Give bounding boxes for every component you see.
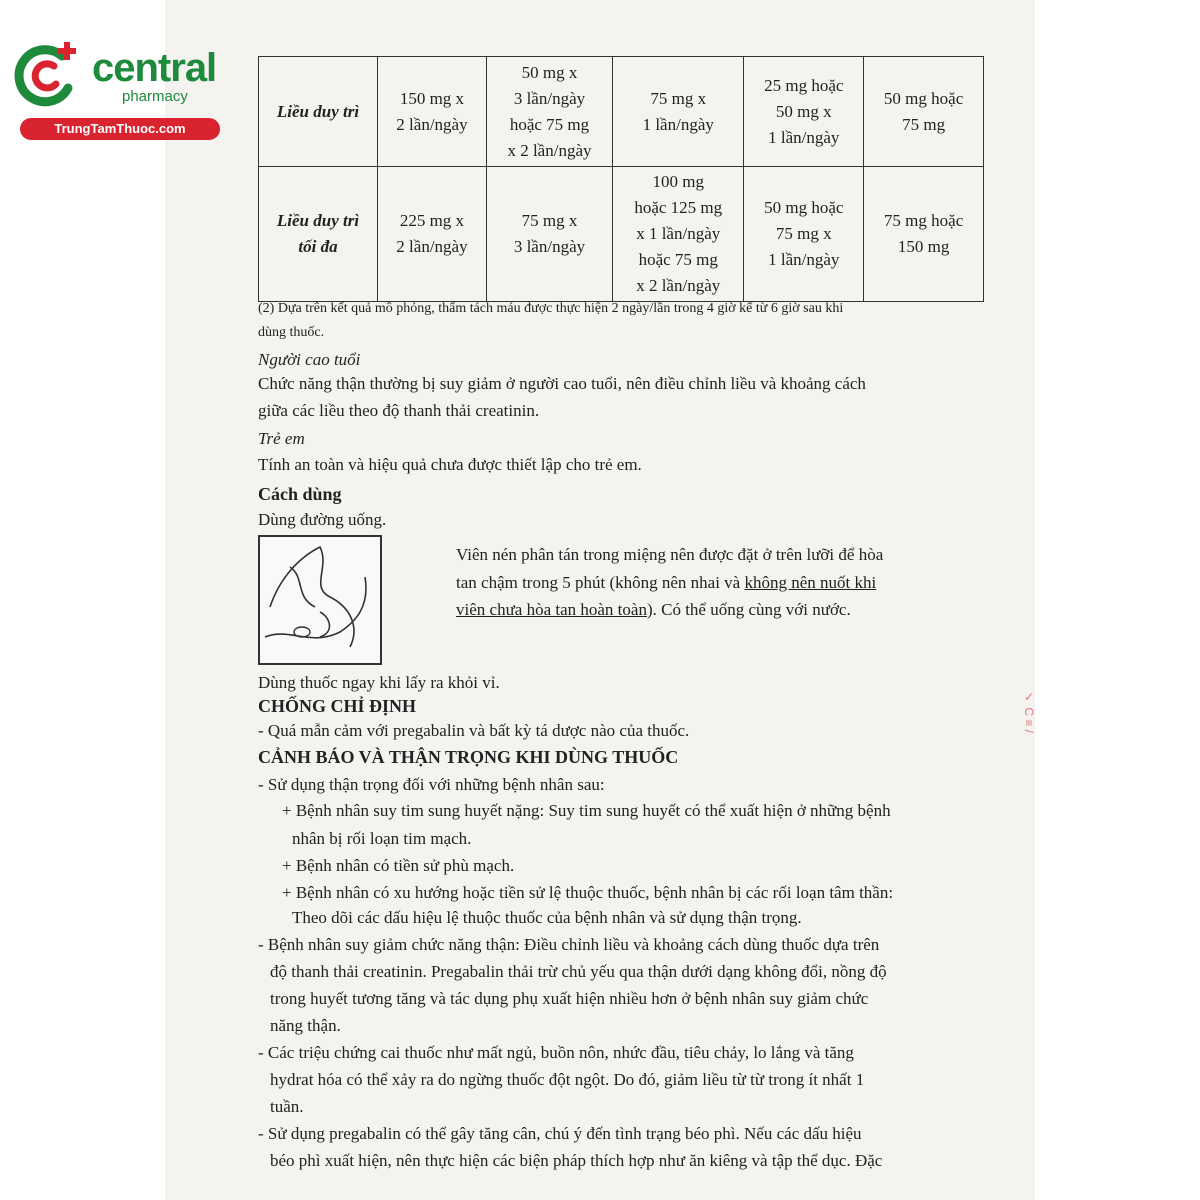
paragraph-line: viên chưa hòa tan hoàn toàn). Có thể uống cùng với nước. [456,600,851,619]
section-subtitle: Người cao tuổi [258,350,361,369]
section-heading: CHỐNG CHỈ ĐỊNH [258,696,417,716]
logo-subtitle: pharmacy [122,88,188,105]
paragraph-line: năng thận. [270,1016,341,1035]
table-cell: 75 mg x 1 lần/ngày [613,57,744,167]
table-cell: 75 mg hoặc 150 mg [864,167,984,302]
list-item: - Sử dụng pregabalin có thể gây tăng cân, chú ý đến tình trạng béo phì. Nếu các dấu hiệu [258,1124,862,1143]
paragraph-line: Theo dõi các dấu hiệu lệ thuộc thuốc của bệnh nhân và sử dụng thận trọng. [292,908,802,927]
table-cell: 50 mg hoặc 75 mg [864,57,984,167]
list-item: - Các triệu chứng cai thuốc như mất ngủ, buồn nôn, nhức đầu, tiêu chảy, lo lắng và tăng [258,1043,854,1062]
paragraph-line: Viên nén phân tán trong miệng nên được đặt ở trên lưỡi để hòa [456,545,884,564]
dosage-table [258,56,984,302]
paragraph-line: Tính an toàn và hiệu quả chưa được thiết lập cho trẻ em. [258,455,642,474]
side-stamp-mark: ✓ C ≡ / [1022,690,1036,734]
footnote-line: (2) Dựa trên kết quả mô phỏng, thẩm tách máu được thực hiện 2 ngày/lần trong 4 giờ kể từ 6 giờ sau khi [258,301,844,316]
paragraph-line: trong huyết tương tăng và tác dụng phụ xuất hiện nhiều hơn ở bệnh nhân suy giảm chức [270,989,869,1008]
page-margin [1035,0,1200,1200]
paragraph-line: - Quá mẫn cảm với pregabalin và bất kỳ tá dược nào của thuốc. [258,721,690,740]
paragraph-line: hydrat hóa có thể xảy ra do ngừng thuốc đột ngột. Do đó, giảm liều từ từ trong ít nhất 1 [270,1070,865,1089]
table-cell: 50 mg hoặc 75 mg x 1 lần/ngày [744,167,864,302]
hand-illustration-icon [260,537,380,663]
paragraph-line: Dùng thuốc ngay khi lấy ra khỏi vỉ. [258,673,500,692]
table-cell: 25 mg hoặc 50 mg x 1 lần/ngày [744,57,864,167]
table-cell: 225 mg x 2 lần/ngày [378,167,487,302]
table-row [259,57,984,167]
paragraph-line: tan chậm trong 5 phút (không nên nhai và không nên nuốt khi [456,573,877,592]
table-cell: 150 mg x 2 lần/ngày [378,57,487,167]
list-item: - Bệnh nhân suy giảm chức năng thận: Điều chỉnh liều và khoảng cách dùng thuốc dựa trên [258,935,880,954]
footnote-line: dùng thuốc. [258,325,325,340]
paragraph-line: giữa các liều theo độ thanh thải creatinin. [258,401,540,420]
logo-name: central [92,46,217,90]
table-cell: 100 mg hoặc 125 mg x 1 lần/ngày hoặc 75 mg x 2 lần/ngày [613,167,744,302]
pharmacy-logo[interactable] [10,38,215,138]
paragraph-line: béo phì xuất hiện, nên thực hiện các biện pháp thích hợp như ăn kiêng và tập thể dục. Đặc [270,1151,883,1170]
section-heading: CẢNH BÁO VÀ THẬN TRỌNG KHI DÙNG THUỐC [258,747,679,767]
list-item: + Bệnh nhân suy tim sung huyết nặng: Suy tim sung huyết có thể xuất hiện ở những bệnh [282,801,891,820]
logo-mark-icon [10,38,82,110]
paragraph-line: tuần. [270,1097,304,1116]
logo-url: TrungTamThuoc.com [20,118,220,140]
section-subtitle: Trẻ em [258,429,305,448]
row-header: Liều duy trì tối đa [259,167,378,302]
section-heading: Cách dùng [258,484,342,504]
paragraph-line: Chức năng thận thường bị suy giảm ở người cao tuổi, nên điều chỉnh liều và khoảng cách [258,374,866,393]
list-item: - Sử dụng thận trọng đối với những bệnh nhân sau: [258,775,605,794]
paragraph-line: Dùng đường uống. [258,510,387,529]
tablet-on-tongue-illustration [258,535,382,665]
table-cell: 75 mg x 3 lần/ngày [486,167,612,302]
table-cell: 50 mg x 3 lần/ngày hoặc 75 mg x 2 lần/ngày [486,57,612,167]
list-item: + Bệnh nhân có xu hướng hoặc tiền sử lệ thuộc thuốc, bệnh nhân bị các rối loạn tâm thần: [282,883,894,902]
list-item: + Bệnh nhân có tiền sử phù mạch. [282,856,515,875]
table-row [259,167,984,302]
paragraph-line: nhân bị rối loạn tim mạch. [292,829,472,848]
row-header: Liều duy trì [259,57,378,167]
paragraph-line: độ thanh thải creatinin. Pregabalin thải trừ chủ yếu qua thận dưới dạng không đổi, nồng độ [270,962,887,981]
